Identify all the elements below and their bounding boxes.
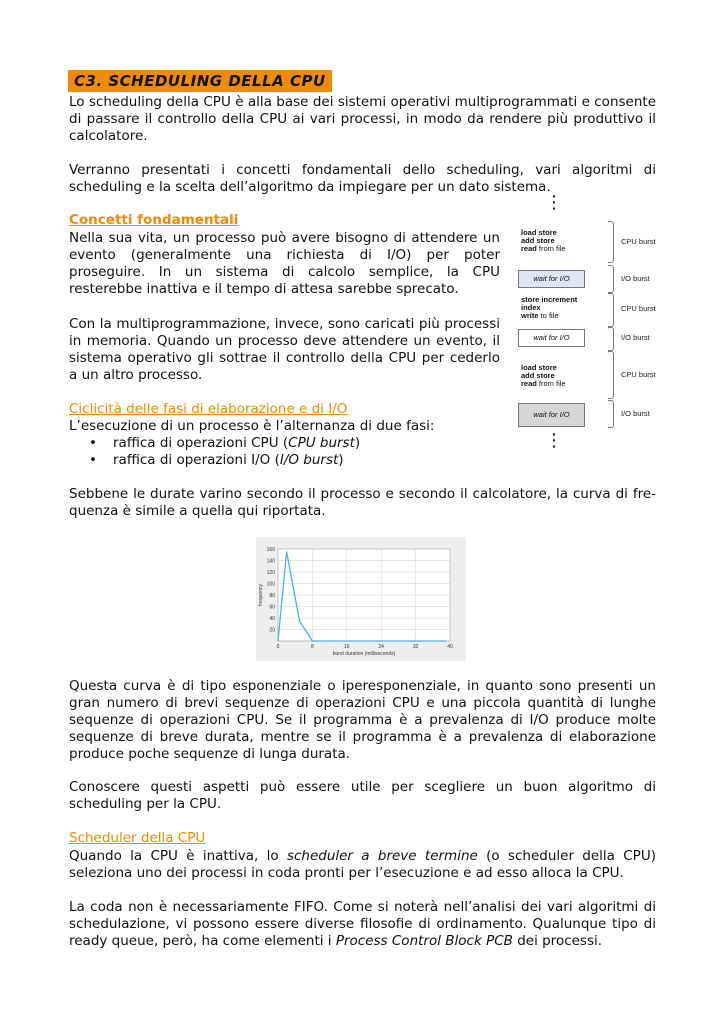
io-burst-label: I/O burst: [621, 409, 650, 418]
ellipsis-top-icon: ⋮: [545, 192, 563, 213]
cpu-burst-label: CPU burst: [621, 304, 656, 313]
brace: [608, 265, 614, 293]
cpu-burst-instructions: load store add store read from file: [521, 363, 566, 388]
y-tick-label: 120: [266, 570, 275, 576]
x-tick-label: 16: [344, 644, 350, 650]
cpu-burst-instructions: store increment index write to file: [521, 295, 578, 320]
frequency-intro-paragraph: Sebbene le durate varino secondo il processo e secondo il calcolatore, la curva di frequenza è simile a quella qui riportata.: [69, 486, 656, 519]
bullet-icon: •: [89, 452, 97, 468]
bullet-icon: •: [89, 435, 97, 451]
brace: [608, 351, 614, 399]
list-item: • raffica di operazioni I/O (I/O burst): [89, 452, 344, 468]
concetti-paragraph-1: Nella sua vita, un processo può avere bisogno di attendere un evento (generalmente una richiesta di I/O) per poter proseguire. In un sistema di calcolo semplice, la CPU resterebbe inattiva e il tempo di attesa sarebbe sprecato.: [69, 230, 500, 297]
heading-ciclicita: Ciclicità delle fasi di elaborazione e di I/O: [69, 401, 348, 417]
frequency-chart-svg: [256, 537, 466, 661]
y-tick-label: 100: [266, 581, 275, 588]
brace: [608, 293, 614, 327]
x-axis-label: burst duration (milliseconds): [332, 651, 396, 657]
x-tick-label: 32: [412, 644, 419, 650]
cpu-burst-label: CPU burst: [621, 370, 656, 379]
data-point: [299, 620, 300, 621]
y-tick-label: 20: [269, 627, 275, 634]
data-point: [415, 640, 416, 641]
frequency-chart: [256, 537, 466, 661]
y-tick-label: 140: [266, 558, 275, 565]
data-point: [329, 640, 330, 641]
burst-diagram: [505, 193, 670, 453]
cpu-burst-instructions: load store add store read from file: [521, 228, 566, 253]
y-tick-label: 60: [269, 604, 275, 611]
x-tick-label: 0: [276, 644, 280, 650]
wait-io-box: wait for I/O: [518, 270, 585, 288]
data-point: [346, 640, 347, 641]
intro-paragraph-2: Verranno presentati i concetti fondamentali dello scheduling, vari algoritmi di scheduling e la scelta dell’algoritmo da impiegare per un dato sistema.: [69, 162, 656, 195]
cpu-burst-label: CPU burst: [621, 237, 656, 246]
x-tick-label: 40: [447, 644, 453, 650]
intro-paragraph: Lo scheduling della CPU è alla base dei sistemi operativi multiprogrammati e consente di passare il controllo della CPU ai vari processi, in modo da rendere più produttivo il calcolatore.: [69, 94, 656, 144]
algorithm-paragraph: Conoscere questi aspetti può essere utile per scegliere un buon algoritmo di scheduling per la CPU.: [69, 779, 656, 812]
y-axis-label: frequency: [258, 584, 264, 606]
brace: [608, 221, 614, 263]
data-point: [381, 640, 382, 641]
list-item: • raffica di operazioni CPU (CPU burst): [89, 435, 361, 451]
ready-queue-paragraph: La coda non è necessariamente FIFO. Come si noterà nell’analisi dei vari algoritmi di schedulazione, vi possono essere diverse filosofie di ordinamento. Qualunque tipo di ready queue, però, ha come elementi i Process Control Block PCB dei processi.: [69, 899, 656, 949]
brace: [608, 327, 614, 351]
data-point: [286, 551, 287, 552]
concetti-paragraph-2: Con la multiprogrammazione, invece, sono caricati più processi in memoria. Quando un processo deve attendere un evento, il sistema operativo gli sottrae il controllo della CPU per cederlo a un altro processo.: [69, 316, 500, 383]
y-tick-label: 40: [269, 616, 275, 622]
wait-io-box: wait for I/O: [518, 403, 585, 427]
data-point: [312, 640, 313, 641]
io-burst-label: I/O burst: [621, 333, 650, 342]
x-tick-label: 24: [378, 644, 384, 650]
y-tick-label: 160: [266, 547, 275, 553]
ciclicita-paragraph: L’esecuzione di un processo è l’alternanza di due fasi:: [69, 418, 435, 434]
x-tick-label: 8: [311, 644, 314, 650]
y-tick-label: 80: [269, 593, 275, 599]
ellipsis-bottom-icon: ⋮: [545, 430, 563, 451]
brace: [608, 400, 614, 428]
data-point: [445, 640, 446, 641]
heading-concetti-fondamentali: Concetti fondamentali: [69, 212, 239, 228]
page-title: C3. SCHEDULING DELLA CPU: [68, 70, 332, 92]
heading-scheduler: Scheduler della CPU: [69, 830, 206, 846]
scheduler-paragraph: Quando la CPU è inattiva, lo scheduler a breve termine (o scheduler della CPU) seleziona uno dei processi in coda pronti per l’esecuzione e ad esso alloca la CPU.: [69, 848, 656, 881]
data-point: [277, 640, 278, 641]
curve-paragraph: Questa curva è di tipo esponenziale o iperesponenziale, in quanto sono presenti un gran numero di brevi sequenze di operazioni CPU e una piccola quantità di lunghe sequenze di operazioni CPU. Se il programma è a prevalenza di I/O produce molte sequenze di breve durata, mentre se il programma è a prevalenza di elaborazione produce poche sequenze di lunga durata.: [69, 678, 656, 762]
wait-io-box: wait for I/O: [518, 329, 585, 347]
burst-list: [89, 435, 489, 469]
io-burst-label: I/O burst: [621, 274, 650, 283]
